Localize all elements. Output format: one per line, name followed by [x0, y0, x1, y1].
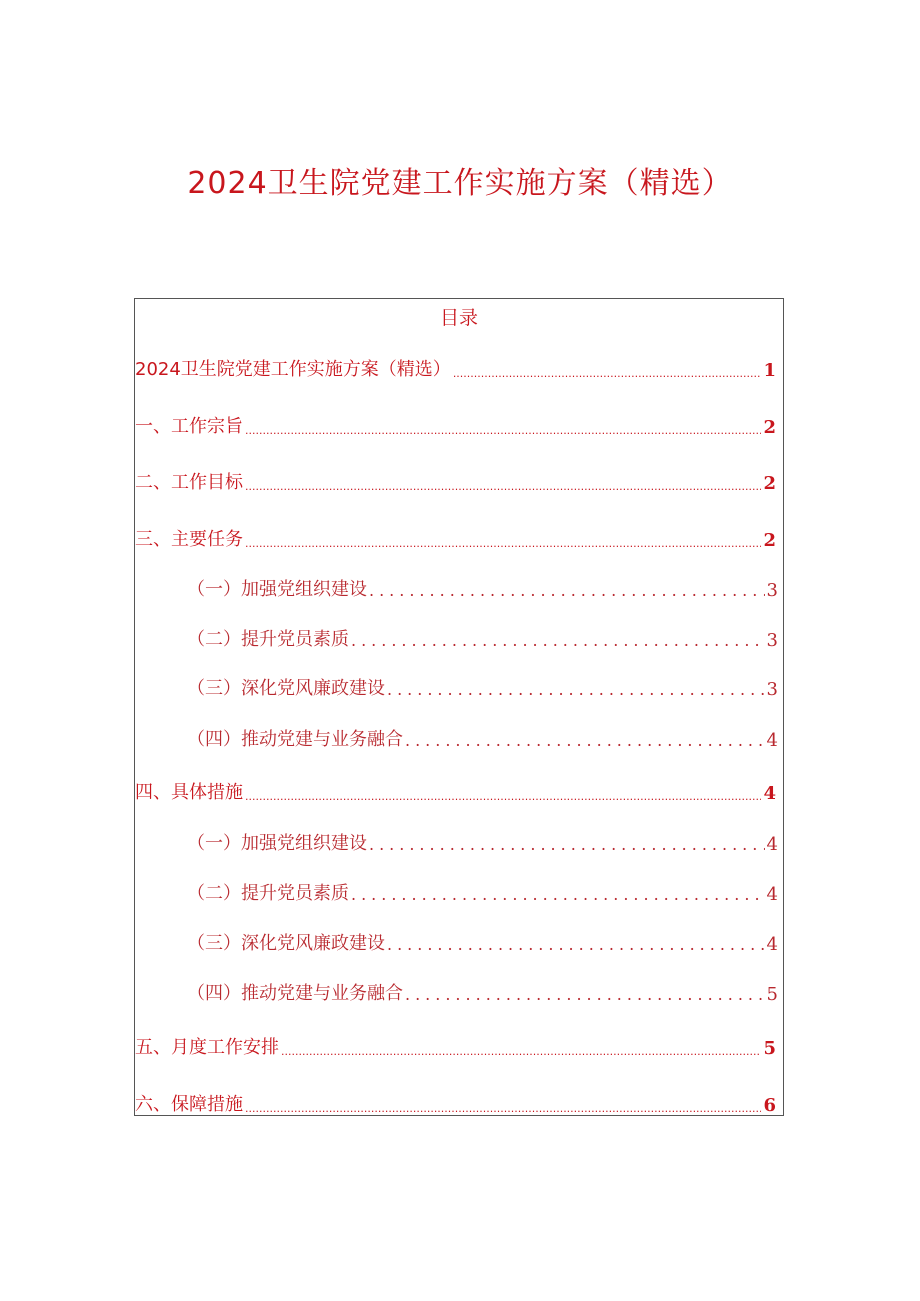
toc-entry-page: 4	[766, 934, 778, 955]
toc-entry-label: （一）加强党组织建设	[187, 579, 367, 600]
toc-entry-page: 6	[763, 1095, 776, 1116]
toc-entry-section-2[interactable]	[135, 468, 776, 494]
toc-entry-label: （四）推动党建与业务融合	[187, 729, 403, 750]
toc-entry-main-title[interactable]	[135, 355, 776, 381]
toc-entry-label: 五、月度工作安排	[135, 1037, 279, 1058]
toc-entry-section-1[interactable]	[135, 412, 776, 438]
toc-leader-dots	[369, 581, 765, 601]
toc-entry-page: 5	[763, 1038, 776, 1059]
toc-leader-dots	[387, 680, 765, 700]
toc-entry-section-6[interactable]	[135, 1090, 776, 1116]
toc-leader-dots	[369, 835, 765, 855]
toc-entry-label: 二、工作目标	[135, 472, 243, 493]
toc-entry-label: （一）加强党组织建设	[187, 833, 367, 854]
toc-leader-dots	[245, 789, 761, 804]
toc-entry-page: 4	[766, 730, 778, 751]
toc-leader-dots	[387, 935, 765, 955]
toc-leader-dots	[405, 731, 765, 751]
toc-leader-dots	[245, 1101, 761, 1116]
toc-heading: 目录	[439, 307, 478, 329]
toc-entry-label: 四、具体措施	[135, 782, 243, 803]
toc-entry-page: 3	[766, 580, 778, 601]
toc-entry-page: 2	[763, 417, 776, 438]
toc-entry-page: 4	[766, 834, 778, 855]
toc-entry-section-3[interactable]	[135, 525, 776, 551]
toc-leader-dots	[351, 885, 765, 905]
toc-entry-label: （二）提升党员素质	[187, 883, 349, 904]
toc-leader-dots	[453, 366, 762, 381]
toc-entry-page: 3	[766, 679, 778, 700]
table-of-contents	[134, 298, 784, 1116]
toc-leader-dots	[245, 479, 761, 494]
document-title: 2024卫生院党建工作实施方案（精选）	[187, 166, 733, 201]
toc-entry-label: （二）提升党员素质	[187, 629, 349, 650]
toc-entry-label: 2024卫生院党建工作实施方案（精选）	[135, 359, 451, 380]
toc-leader-dots	[245, 536, 761, 551]
toc-entry-label: 六、保障措施	[135, 1094, 243, 1115]
toc-entry-label: （四）推动党建与业务融合	[187, 983, 403, 1004]
toc-entry-label: 三、主要任务	[135, 529, 243, 550]
toc-entry-subsection-3-1[interactable]	[187, 575, 778, 601]
toc-entry-page: 1	[763, 360, 776, 381]
toc-entry-label: （三）深化党风廉政建设	[187, 678, 385, 699]
toc-entry-subsection-4-4[interactable]	[187, 979, 778, 1005]
toc-entry-section-5[interactable]	[135, 1033, 776, 1059]
toc-entry-page: 4	[766, 884, 778, 905]
toc-entry-subsection-4-1[interactable]	[187, 829, 778, 855]
toc-entry-page: 2	[763, 473, 776, 494]
toc-entry-page: 3	[766, 630, 778, 651]
toc-leader-dots	[405, 985, 765, 1005]
toc-entry-subsection-3-3[interactable]	[187, 674, 778, 700]
toc-entry-subsection-4-2[interactable]	[187, 879, 778, 905]
toc-leader-dots	[245, 423, 761, 438]
toc-entry-label: 一、工作宗旨	[135, 416, 243, 437]
toc-entry-page: 5	[766, 984, 778, 1005]
toc-entry-label: （三）深化党风廉政建设	[187, 933, 385, 954]
toc-entry-section-4[interactable]	[135, 778, 776, 804]
toc-leader-dots	[351, 631, 765, 651]
toc-entry-subsection-4-3[interactable]	[187, 929, 778, 955]
toc-entry-subsection-3-2[interactable]	[187, 625, 778, 651]
toc-entry-subsection-3-4[interactable]	[187, 725, 778, 751]
toc-entry-page: 2	[763, 530, 776, 551]
toc-leader-dots	[281, 1044, 761, 1059]
toc-entry-page: 4	[763, 783, 776, 804]
